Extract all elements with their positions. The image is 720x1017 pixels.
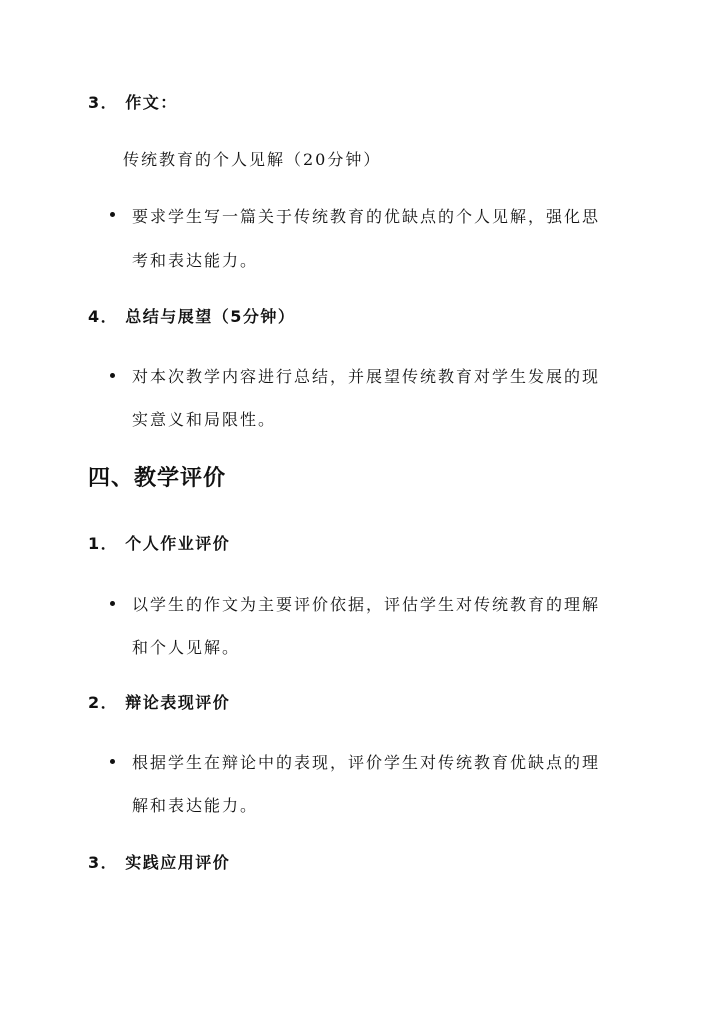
homework-bullet-line2: 和个人见解。	[132, 638, 241, 657]
summary-bullet-line1: 对本次教学内容进行总结，并展望传统教育对学生发展的现	[132, 367, 601, 386]
eval-heading-practice: 3． 实践应用评价	[88, 853, 231, 872]
bullet-dot	[110, 601, 115, 606]
eval-heading-debate: 2． 辩论表现评价	[88, 693, 231, 712]
debate-bullet-line1: 根据学生在辩论中的表现，评价学生对传统教育优缺点的理	[132, 753, 601, 772]
essay-bullet-line1: 要求学生写一篇关于传统教育的优缺点的个人见解，强化思	[132, 207, 601, 226]
debate-bullet-line2: 解和表达能力。	[132, 796, 259, 815]
summary-bullet-line2: 实意义和局限性。	[132, 410, 277, 429]
bullet-dot	[110, 759, 115, 764]
eval-heading-homework: 1． 个人作业评价	[88, 534, 231, 553]
homework-bullet-line1: 以学生的作文为主要评价依据，评估学生对传统教育的理解	[132, 595, 601, 614]
essay-bullet-line2: 考和表达能力。	[132, 251, 259, 270]
bullet-dot	[110, 373, 115, 378]
part-heading-evaluation: 四、教学评价	[88, 466, 227, 491]
section-heading-summary: 4． 总结与展望（5分钟）	[88, 307, 296, 326]
section-heading-essay: 3． 作文：	[88, 93, 178, 112]
essay-subtitle: 传统教育的个人见解（20分钟）	[123, 150, 382, 169]
bullet-dot	[110, 212, 115, 217]
